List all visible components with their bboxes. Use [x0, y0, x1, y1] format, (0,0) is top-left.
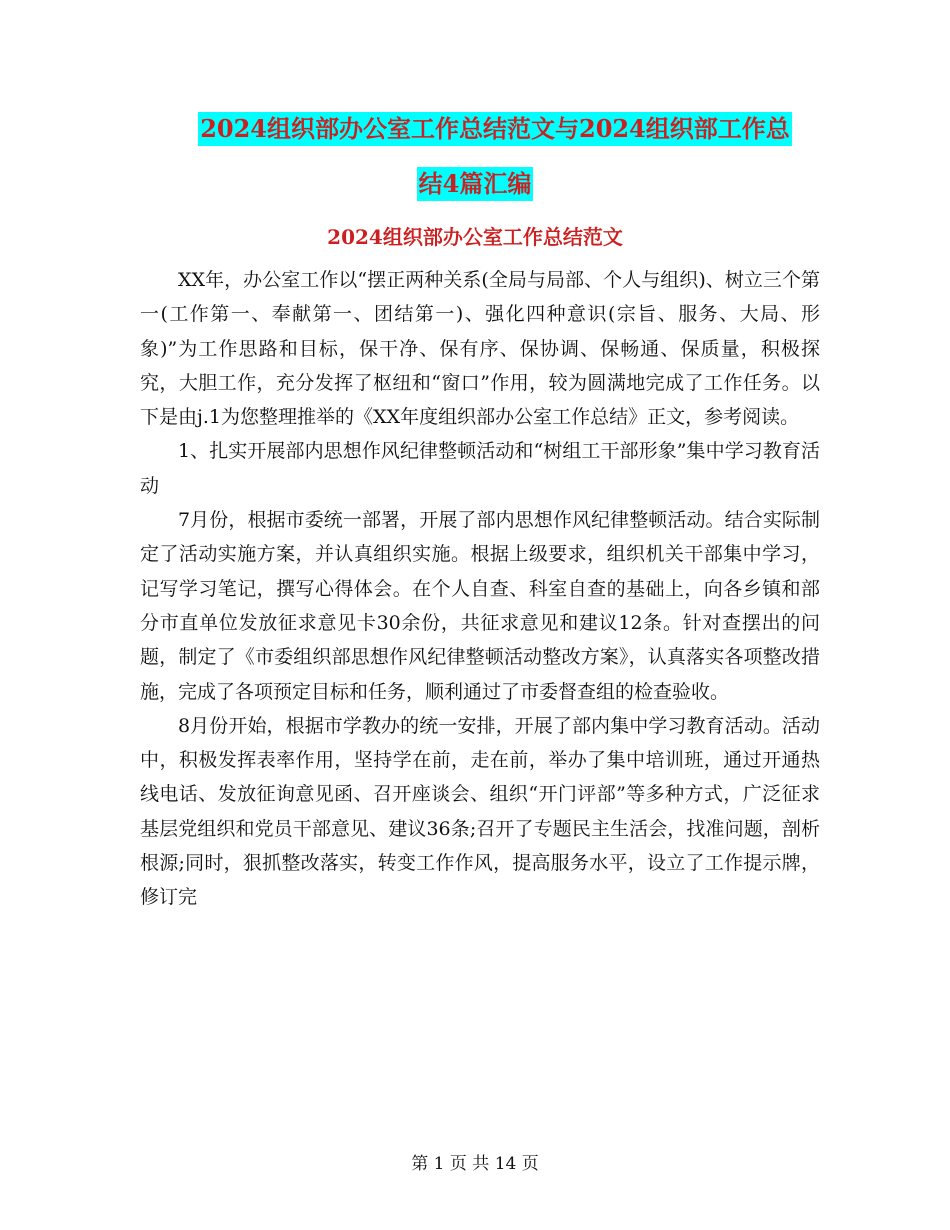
paragraph-item-1-heading: 1、扎实开展部内思想作风纪律整顿活动和“树组工干部形象”集中学习教育活动 — [140, 440, 820, 497]
paragraph-august: 8月份开始，根据市学教办的统一安排，开展了部内集中学习教育活动。活动中，积极发挥表率作用，坚持学在前，走在前，举办了集中培训班，通过开通热线电话、发放征询意见函、召开座谈会、组织“开门评部”等多种方式，广泛征求基层党组织和党员干部意见、建议36条;召开了专题民主生活会，找准问题，剖析根源;同时，狠抓整改落实，转变工作作风，提高服务水平，设立了工作提示牌，修订完 — [140, 714, 820, 909]
document-body — [140, 263, 820, 915]
title-line-2: 结4篇汇编 — [417, 167, 534, 201]
section-heading: 2024组织部办公室工作总结范文 — [327, 225, 623, 249]
title-line-1: 2024组织部办公室工作总结范文与2024组织部工作总 — [198, 112, 792, 146]
page-number-footer: 第 1 页 共 14 页 — [411, 1154, 539, 1174]
paragraph-july: 7月份，根据市委统一部署，开展了部内思想作风纪律整顿活动。结合实际制定了活动实施方案，并认真组织实施。根据上级要求，组织机关干部集中学习，记写学习笔记，撰写心得体会。在个人自查、科室自查的基础上，向各乡镇和部分市直单位发放征求意见卡30余份，共征求意见和建议12条。针对查摆出的问题，制定了《市委组织部思想作风纪律整顿活动整改方案》，认真落实各项整改措施，完成了各项预定目标和任务，顺利通过了市委督查组的检查验收。 — [140, 509, 820, 703]
paragraph-intro: XX年，办公室工作以“摆正两种关系(全局与局部、个人与组织)、树立三个第一(工作第一、奉献第一、团结第一)、强化四种意识(宗旨、服务、大局、形象)”为工作思路和目标，保干净、保有序、保协调、保畅通、保质量，积极探究，大胆工作，充分发挥了枢纽和“窗口”作用，较为圆满地完成了工作任务。以下是由j.1为您整理推举的《XX年度组织部办公室工作总结》正文，参考阅读。 — [140, 269, 820, 429]
document-title — [0, 112, 950, 201]
